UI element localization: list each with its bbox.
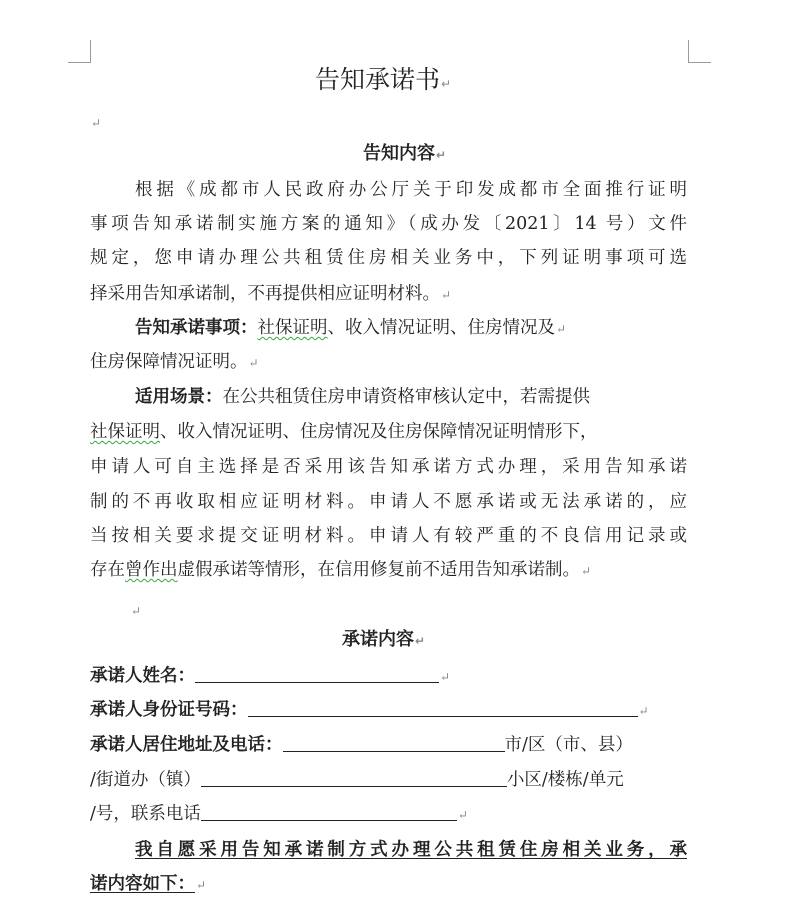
paragraph-line: 规定，您申请办理公共租赁住房相关业务中，下列证明事项可选 xyxy=(90,248,687,268)
scene-line: 适用场景：在公共租赁住房申请资格审核认定中，若需提供 xyxy=(135,387,590,407)
notice-matters: 告知承诺事项：社保证明、收入情况证明、住房情况及↵ xyxy=(135,318,567,338)
paragraph-line: 根据《成都市人民政府办公厅关于印发成都市全面推行证明 xyxy=(135,180,687,200)
section-heading-notice: 告知内容↵ xyxy=(363,143,447,164)
notice-matters-cont: 住房保障情况证明。↵ xyxy=(90,352,259,372)
paragraph-line: 事项告知承诺制实施方案的通知》（成办发〔2021〕14 号）文件 xyxy=(90,214,687,234)
phone-blank[interactable] xyxy=(201,802,457,821)
empty-paragraph: ↵ xyxy=(91,116,102,130)
pledger-name-blank[interactable] xyxy=(195,664,439,683)
scene-line: 存在曾作出虚假承诺等情形，在信用修复前不适用告知承诺制。↵ xyxy=(90,560,592,580)
pledger-address-row-2: /街道办（镇） 小区/楼栋/单元 xyxy=(90,770,624,790)
section-heading-pledge: 承诺内容↵ xyxy=(342,629,426,650)
pledger-name-row: 承诺人姓名： ↵ xyxy=(90,666,451,686)
page-corner-mark-right xyxy=(688,40,711,63)
address-city-blank[interactable] xyxy=(283,733,505,752)
scene-line: 申请人可自主选择是否采用该告知承诺方式办理，采用告知承诺 xyxy=(90,457,687,477)
scene-line: 当按相关要求提交证明材料。申请人有较严重的不良信用记录或 xyxy=(90,526,687,546)
page-corner-mark-left xyxy=(68,40,91,63)
empty-paragraph: ↵ xyxy=(131,604,142,618)
scene-line: 社保证明、收入情况证明、住房情况及住房保障情况证明情形下， xyxy=(90,422,598,442)
scene-line: 制的不再收取相应证明材料。申请人不愿承诺或无法承诺的，应 xyxy=(90,492,687,512)
pledger-address-row: 承诺人居住地址及电话： 市/区（市、县） xyxy=(90,735,633,755)
pledger-id-blank[interactable] xyxy=(248,698,638,717)
paragraph-line: 择采用告知承诺制，不再提供相应证明材料。↵ xyxy=(90,284,452,304)
document-title: 告知承诺书↵ xyxy=(315,65,452,94)
address-street-blank[interactable] xyxy=(201,768,507,787)
pledge-statement-line: 诺内容如下：↵ xyxy=(90,874,207,894)
pledger-phone-row: /号，联系电话 ↵ xyxy=(90,804,468,824)
pledge-statement-line: 我自愿采用告知承诺制方式办理公共租赁住房相关业务，承 xyxy=(135,840,687,860)
pledger-id-row: 承诺人身份证号码： ↵ xyxy=(90,700,649,720)
